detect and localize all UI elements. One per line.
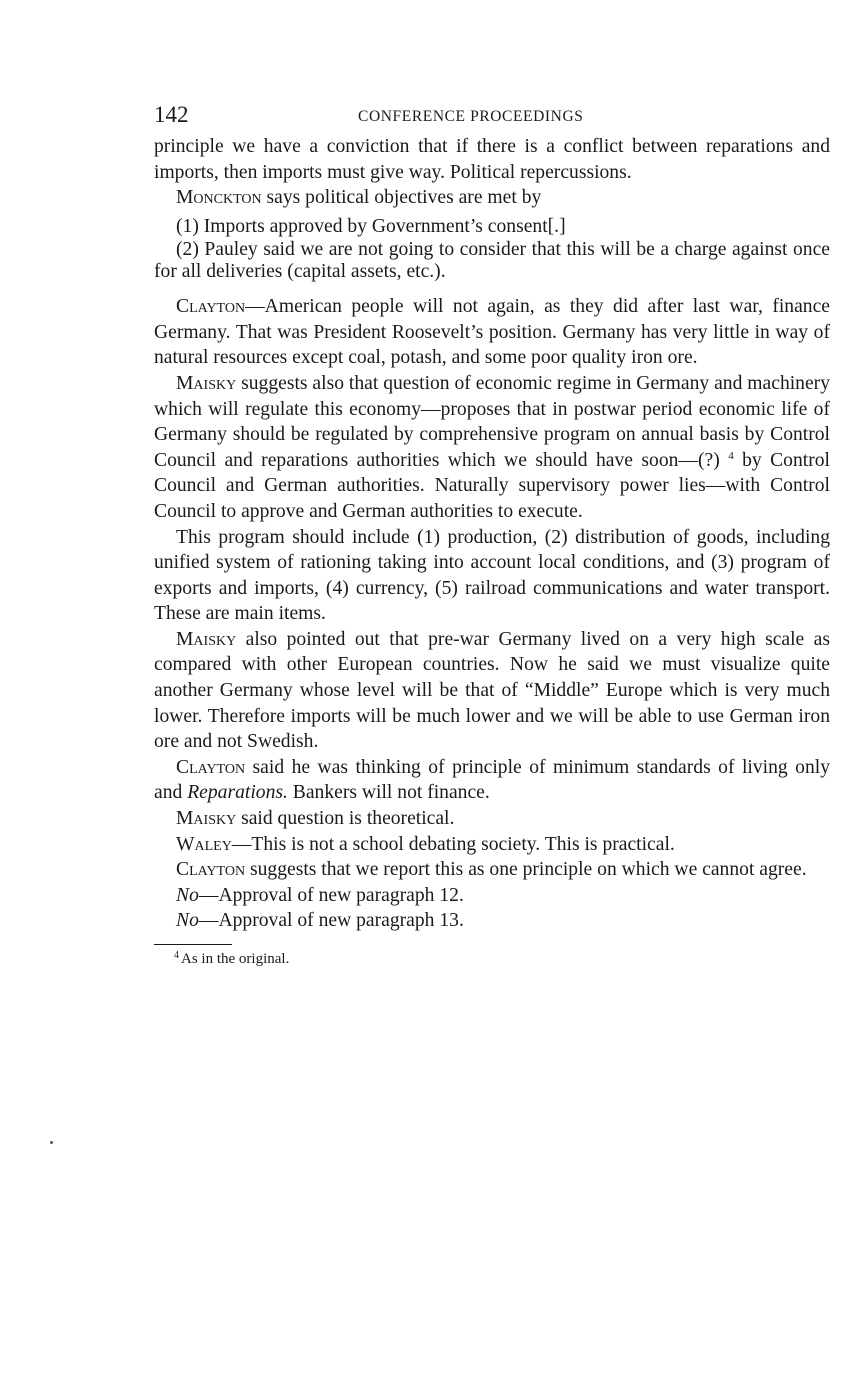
list-item: (2) Pauley said we are not going to consider that this will be a charge against once for all deliveries (capital assets, etc.). xyxy=(154,238,830,283)
body-text xyxy=(154,134,830,934)
speaker-name: Clayton xyxy=(176,756,246,778)
footnote-reference: 4 xyxy=(728,449,734,462)
paragraph xyxy=(154,371,830,525)
paragraph-text: also pointed out that pre-war Germany lived on a very high scale as compared with other European countries. Now he said we must visualize quite another Germany whose level will be that of “Middle” Europe which is very much lower. Therefore imports will be much lower and we will be able to use German iron ore and not Swedish. xyxy=(154,628,830,753)
running-head: CONFERENCE PROCEEDINGS xyxy=(358,108,584,125)
paragraph: principle we have a conviction that if there is a conflict between reparations and imports, then imports must give way. Political repercussions. xyxy=(154,136,830,183)
paragraph-text: by Control Council and German authorities. Naturally supervisory power lies—with Control Council to approve and German authorities to execute. xyxy=(154,449,830,522)
paragraph-text: —This is not a school debating society. This is practical. xyxy=(231,833,675,855)
speaker-name: Maisky xyxy=(176,808,237,830)
paragraph-text: suggests that we report this as one principle on which we cannot agree. xyxy=(245,859,807,881)
italic-text: Reparations. xyxy=(187,782,288,804)
speaker-name: Monckton xyxy=(176,187,262,209)
paragraph-text: suggests also that question of economic regime in Germany and machinery which will regulate this economy—proposes that in postwar period economic life of Germany should be regulated by comprehensive program on annual basis by Control Council and reparations authorities which we should have soon—(?) xyxy=(154,372,830,471)
paragraph xyxy=(154,883,830,909)
paragraph-text: —Approval of new paragraph 13. xyxy=(198,910,464,932)
paragraph xyxy=(154,908,830,934)
footnote xyxy=(154,949,830,969)
italic-text: No xyxy=(176,884,199,906)
paragraph xyxy=(154,806,830,832)
paragraph-text: said question is theoretical. xyxy=(236,808,455,830)
paragraph-text: —Approval of new paragraph 12. xyxy=(198,884,464,906)
paragraph-text: said he was thinking of principle of minimum standards of living only and xyxy=(154,756,830,804)
paragraph-text: Bankers will not finance. xyxy=(287,782,490,804)
footnote-divider xyxy=(154,944,232,945)
scan-speck xyxy=(50,1141,53,1144)
speaker-name: Waley xyxy=(176,833,232,855)
paragraph xyxy=(154,857,830,883)
paragraph-text: says political objectives are met by xyxy=(261,187,542,209)
footnote-marker: 4 xyxy=(174,950,179,962)
paragraph xyxy=(154,294,830,371)
paragraph xyxy=(154,755,830,806)
paragraph: This program should include (1) production, (2) distribution of goods, including unified system of rationing taking into account local conditions, and (3) program of exports and imports, (4) currency, (5) railroad communications and water transport. These are main items. xyxy=(154,526,830,625)
italic-text: No xyxy=(176,910,199,932)
document-page xyxy=(154,100,830,969)
speaker-name: Clayton xyxy=(176,296,246,318)
paragraph xyxy=(154,185,830,211)
speaker-name: Maisky xyxy=(176,628,237,650)
footnote-text: As in the original. xyxy=(181,951,290,968)
paragraph-text: —American people will not again, as they did after last war, finance Germany. That was President Roosevelt’s position. Germany has very little in way of natural resources except coal, potash, and some poor quality iron ore. xyxy=(154,296,830,369)
list-item: (1) Imports approved by Government’s consent[.] xyxy=(176,215,566,237)
speaker-name: Maisky xyxy=(176,372,237,394)
paragraph xyxy=(154,627,830,755)
page-header xyxy=(154,100,830,134)
paragraph xyxy=(154,832,830,858)
page-number: 142 xyxy=(154,102,189,127)
speaker-name: Clayton xyxy=(176,859,246,881)
